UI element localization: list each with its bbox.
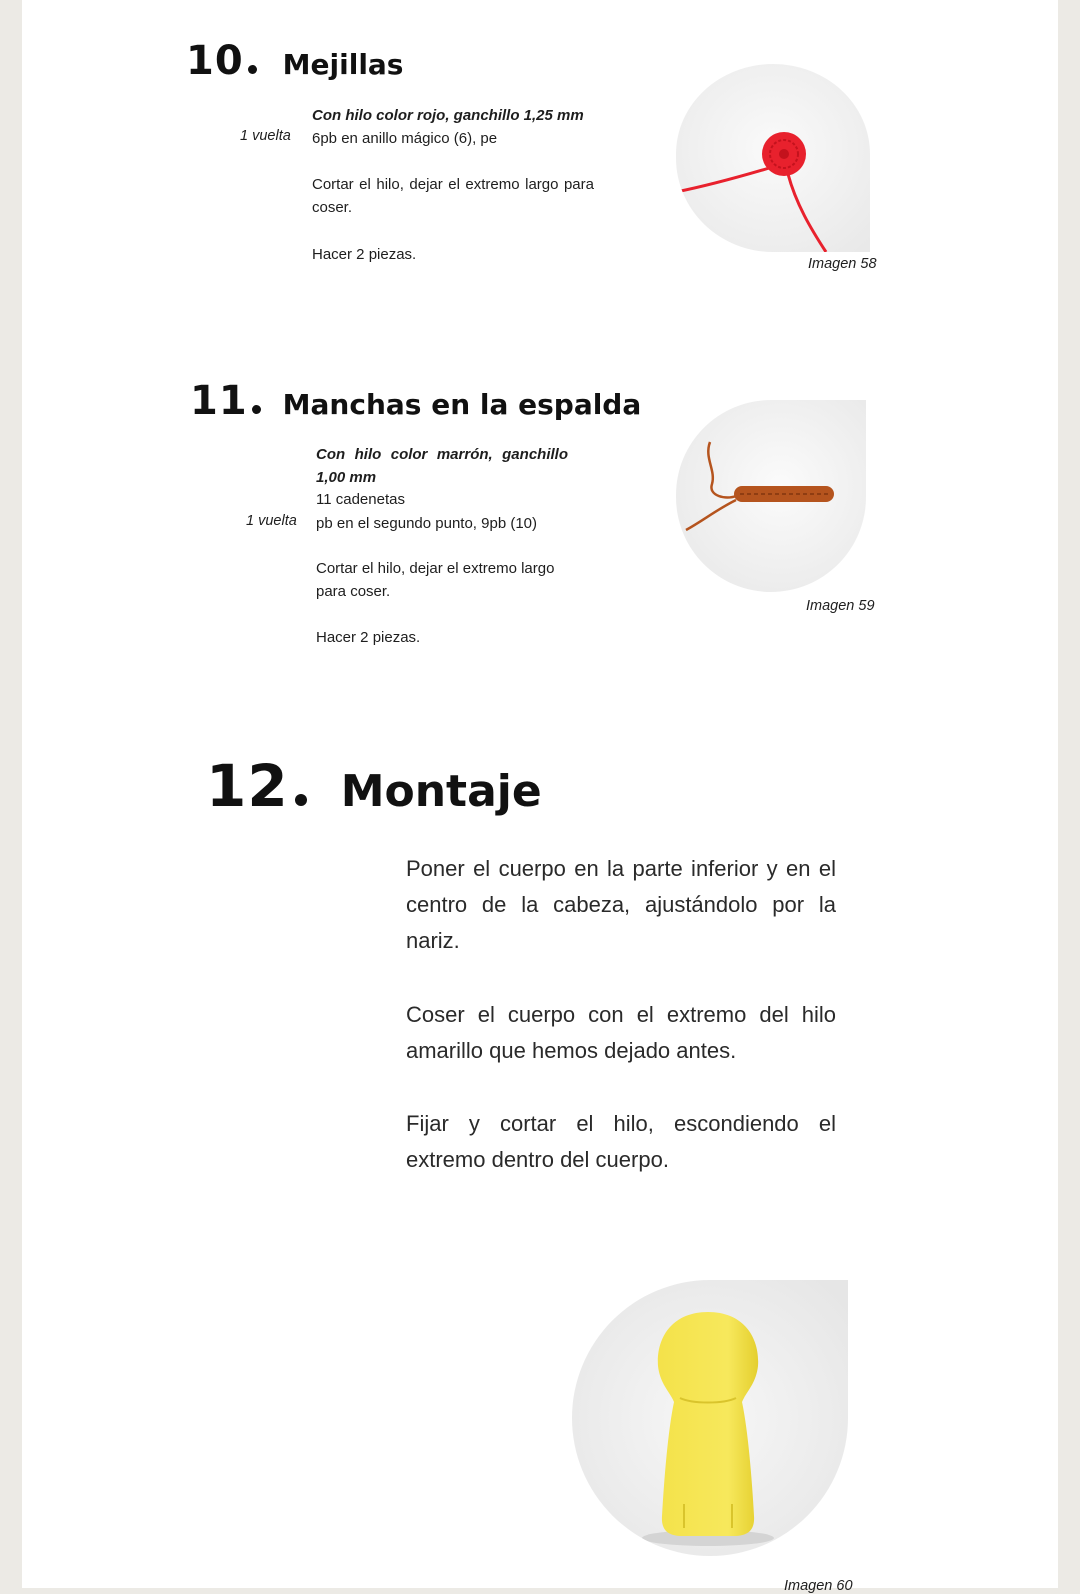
heading-dot bbox=[252, 405, 261, 414]
section-11-heading bbox=[190, 378, 641, 424]
pieces-note: Hacer 2 piezas. bbox=[312, 246, 417, 263]
photo-assembled-body bbox=[572, 1280, 848, 1556]
assembly-paragraph: Coser el cuerpo con el extremo del hilo amarillo que hemos dejado antes. bbox=[406, 1002, 836, 1063]
round-instruction: 6pb en anillo mágico (6), pe bbox=[312, 130, 498, 147]
assembly-paragraph: Poner el cuerpo en la parte inferior y en el centro de la cabeza, ajustándolo por la nariz. bbox=[406, 856, 836, 953]
section-title: Mejillas bbox=[282, 48, 404, 81]
cut-note: Cortar el hilo, dejar el extremo largo para coser. bbox=[316, 560, 555, 600]
round-label: 1 vuelta bbox=[240, 128, 291, 144]
section-number: 11 bbox=[190, 378, 248, 424]
photo-back-spot bbox=[676, 400, 866, 592]
assembly-paragraph: Fijar y cortar el hilo, escondiendo el extremo dentro del cuerpo. bbox=[406, 1111, 836, 1172]
figure-caption: Imagen 59 bbox=[806, 598, 875, 614]
page bbox=[22, 0, 1058, 1594]
section-number: 10 bbox=[186, 38, 244, 84]
cut-note: Cortar el hilo, dejar el extremo largo para coser. bbox=[312, 176, 594, 216]
yarn-spec: Con hilo color marrón, ganchillo 1,00 mm bbox=[316, 446, 568, 486]
section-title: Manchas en la espalda bbox=[282, 388, 642, 421]
section-number: 12 bbox=[206, 752, 289, 820]
figure-caption: Imagen 60 bbox=[784, 1578, 853, 1594]
heading-dot bbox=[295, 794, 307, 806]
yarn-spec: Con hilo color rojo, ganchillo 1,25 mm bbox=[312, 107, 584, 124]
chain-instruction: 11 cadenetas bbox=[316, 491, 405, 508]
round-instruction: pb en el segundo punto, 9pb (10) bbox=[316, 515, 538, 532]
round-label: 1 vuelta bbox=[246, 513, 297, 529]
figure-caption: Imagen 58 bbox=[808, 256, 877, 272]
pieces-note: Hacer 2 piezas. bbox=[316, 629, 421, 646]
heading-dot bbox=[248, 65, 257, 74]
photo-cheek bbox=[676, 64, 870, 252]
section-12-heading bbox=[206, 752, 542, 820]
section-10-heading bbox=[186, 38, 403, 84]
section-title: Montaje bbox=[340, 766, 542, 817]
